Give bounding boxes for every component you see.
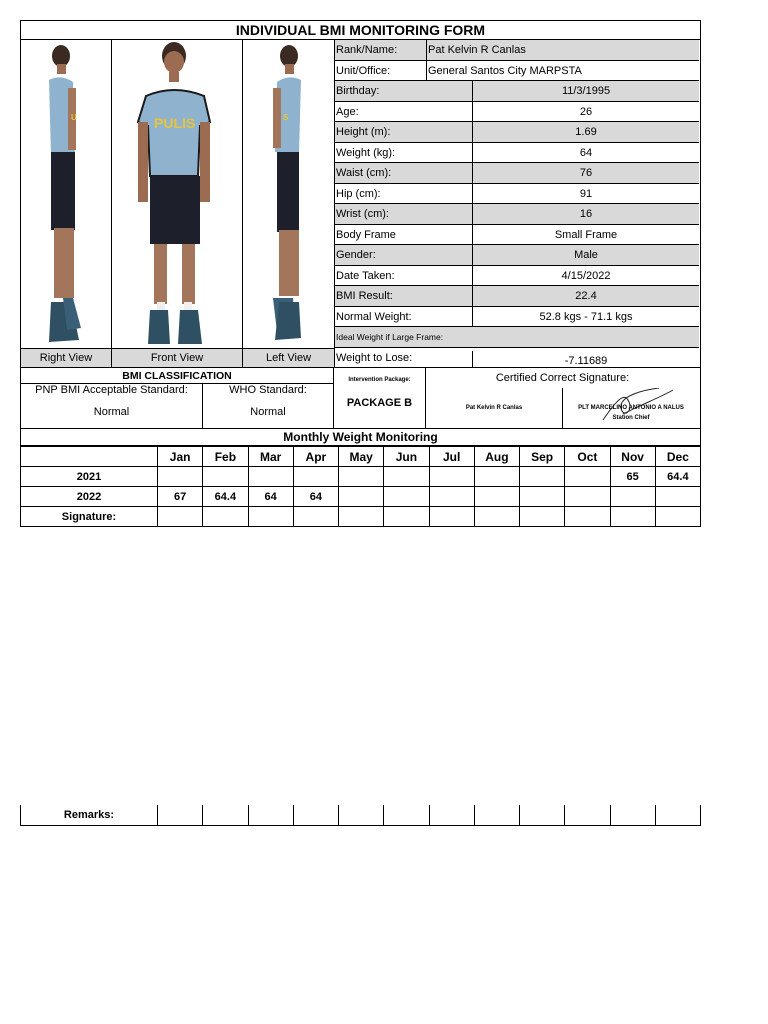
weight-cell [429,507,474,527]
monitoring-row [21,487,701,507]
remarks-cell [384,805,429,826]
weight-label: Weight (kg): [336,146,396,159]
personal-info [335,40,699,368]
weight-cell [565,487,610,507]
monitoring-row [21,507,701,527]
package-label: Intervention Package: [348,377,411,383]
right-view-photo [21,40,112,348]
weight-cell [520,467,565,487]
weight-cell [520,507,565,527]
waist-value: 76 [472,163,699,183]
weight-cell [158,467,203,487]
hip-row [335,184,699,205]
month-header: Apr [293,447,338,467]
pnp-standard-label: PNP BMI Acceptable Standard: [35,384,188,396]
remarks-section [20,805,701,826]
chief-title: Station Chief [612,415,650,421]
svg-text:S: S [283,113,289,122]
rank-value: Pat Kelvin R Canlas [426,40,699,60]
month-header-row [21,447,701,467]
svg-text:U: U [71,113,77,122]
height-label: Height (m): [336,126,391,138]
bmi-result-label: BMI Result: [336,290,393,302]
remarks-row [21,805,701,826]
age-label: Age: [336,105,359,118]
package-value: PACKAGE B [346,397,413,409]
weight-cell [203,507,248,527]
remarks-cell [474,805,519,826]
remarks-table [20,805,701,826]
weight-cell [610,507,655,527]
month-header: Jun [384,447,429,467]
gender-row [335,245,699,266]
who-standard-label: WHO Standard: [229,384,307,396]
remarks-cell [429,805,474,826]
birthday-label: Birthday: [336,85,380,97]
certified-signature-cell [426,368,699,428]
intervention-package-cell [334,368,426,428]
monthly-title: Monthly Weight Monitoring [20,429,701,446]
bmi-form [20,20,701,527]
body-frame-value: Small Frame [472,225,699,245]
who-standard-cell [203,384,334,428]
weight-cell [474,507,519,527]
photo-panel [21,40,335,348]
signee-name: Pat Kelvin R Canlas [465,405,523,411]
weight-cell [339,467,384,487]
birthday-row [335,81,699,102]
hip-label: Hip (cm): [336,187,381,200]
front-view-label: Front View [112,349,243,367]
normal-weight-row [335,307,699,328]
wrist-value: 16 [472,204,699,224]
weight-cell [158,507,203,527]
date-taken-value: 4/15/2022 [472,266,699,286]
body-frame-label: Body Frame [336,228,396,241]
weight-cell [293,467,338,487]
month-header: Mar [248,447,293,467]
rank-row [335,40,699,61]
weight-cell: 67 [158,487,203,507]
pnp-standard-value: Normal [93,406,130,418]
weight-cell: 64.4 [203,487,248,507]
certified-signature-label: Certified Correct Signature: [495,372,630,384]
row-label: Signature: [21,507,158,527]
corner-cell [21,447,158,467]
weight-cell [203,467,248,487]
month-header: Jul [429,447,474,467]
remarks-label: Remarks: [21,805,158,826]
age-row [335,102,699,123]
bmi-result-value: 22.4 [472,286,699,306]
remarks-cell [655,805,700,826]
ideal-weight-row [335,327,699,348]
weight-to-lose-row [335,348,699,369]
unit-label: Unit/Office: [336,64,391,77]
waist-label: Waist (cm): [336,167,392,179]
weight-cell: 64.4 [655,467,700,487]
birthday-value: 11/3/1995 [472,81,699,101]
who-standard-value: Normal [250,406,286,418]
height-value: 1.69 [472,122,699,142]
chief-name: PLT MARCELINO ANTONIO A NALUS [578,405,684,411]
remarks-cell [203,805,248,826]
weight-to-lose-label: Weight to Lose: [336,351,413,364]
month-header: Jan [158,447,203,467]
hip-value: 91 [472,184,699,204]
weight-to-lose-value: -7.11689 [472,351,699,369]
weight-cell [610,487,655,507]
weight-cell [520,487,565,507]
weight-cell [293,507,338,527]
month-header: May [339,447,384,467]
view-labels [21,348,335,367]
gender-value: Male [472,245,699,265]
weight-value: 64 [472,143,699,163]
remarks-cell [520,805,565,826]
weight-row [335,143,699,164]
height-row [335,122,699,143]
weight-cell: 64 [293,487,338,507]
normal-weight-value: 52.8 kgs - 71.1 kgs [472,307,699,327]
weight-cell [248,507,293,527]
weight-cell [565,467,610,487]
normal-weight-label: Normal Weight: [336,310,412,323]
profile-section [20,39,701,367]
monitoring-row [21,467,701,487]
monthly-table [20,446,701,527]
month-header: Dec [655,447,700,467]
wrist-row [335,204,699,225]
weight-cell [474,467,519,487]
weight-cell: 65 [610,467,655,487]
pnp-standard-cell [21,384,203,428]
month-header: Oct [565,447,610,467]
weight-cell [339,507,384,527]
shirt-lettering: PULIS [154,115,196,131]
unit-row [335,61,699,82]
date-taken-row [335,266,699,287]
weight-cell [384,467,429,487]
chief-cell [563,388,699,428]
left-view-photo [243,40,335,348]
month-header: Sep [520,447,565,467]
unit-value: General Santos City MARPSTA [426,61,699,81]
month-header: Feb [203,447,248,467]
signee-cell [426,388,563,428]
weight-cell [384,487,429,507]
weight-cell [429,487,474,507]
classification-header: BMI CLASSIFICATION [21,368,334,384]
gender-label: Gender: [336,249,376,261]
age-value: 26 [472,102,699,122]
remarks-cell [610,805,655,826]
weight-cell [429,467,474,487]
weight-cell [384,507,429,527]
month-header: Nov [610,447,655,467]
body-frame-row [335,225,699,246]
remarks-cell [293,805,338,826]
rank-label: Rank/Name: [336,44,398,56]
right-view-label: Right View [21,349,112,367]
remarks-cell [565,805,610,826]
bmi-classification [20,367,701,429]
weight-cell [655,507,700,527]
weight-cell [248,467,293,487]
date-taken-label: Date Taken: [336,269,395,282]
front-view-photo [112,40,243,348]
waist-row [335,163,699,184]
left-view-label: Left View [243,349,335,367]
remarks-cell [158,805,203,826]
wrist-label: Wrist (cm): [336,208,389,220]
weight-cell: 64 [248,487,293,507]
weight-cell [339,487,384,507]
remarks-cell [339,805,384,826]
remarks-cell [248,805,293,826]
ideal-weight-value [472,327,699,347]
form-title: INDIVIDUAL BMI MONITORING FORM [20,20,701,39]
row-label: 2022 [21,487,158,507]
ideal-weight-label: Ideal Weight if Large Frame: [336,332,444,342]
weight-cell [474,487,519,507]
row-label: 2021 [21,467,158,487]
month-header: Aug [474,447,519,467]
weight-cell [565,507,610,527]
weight-cell [655,487,700,507]
bmi-result-row [335,286,699,307]
